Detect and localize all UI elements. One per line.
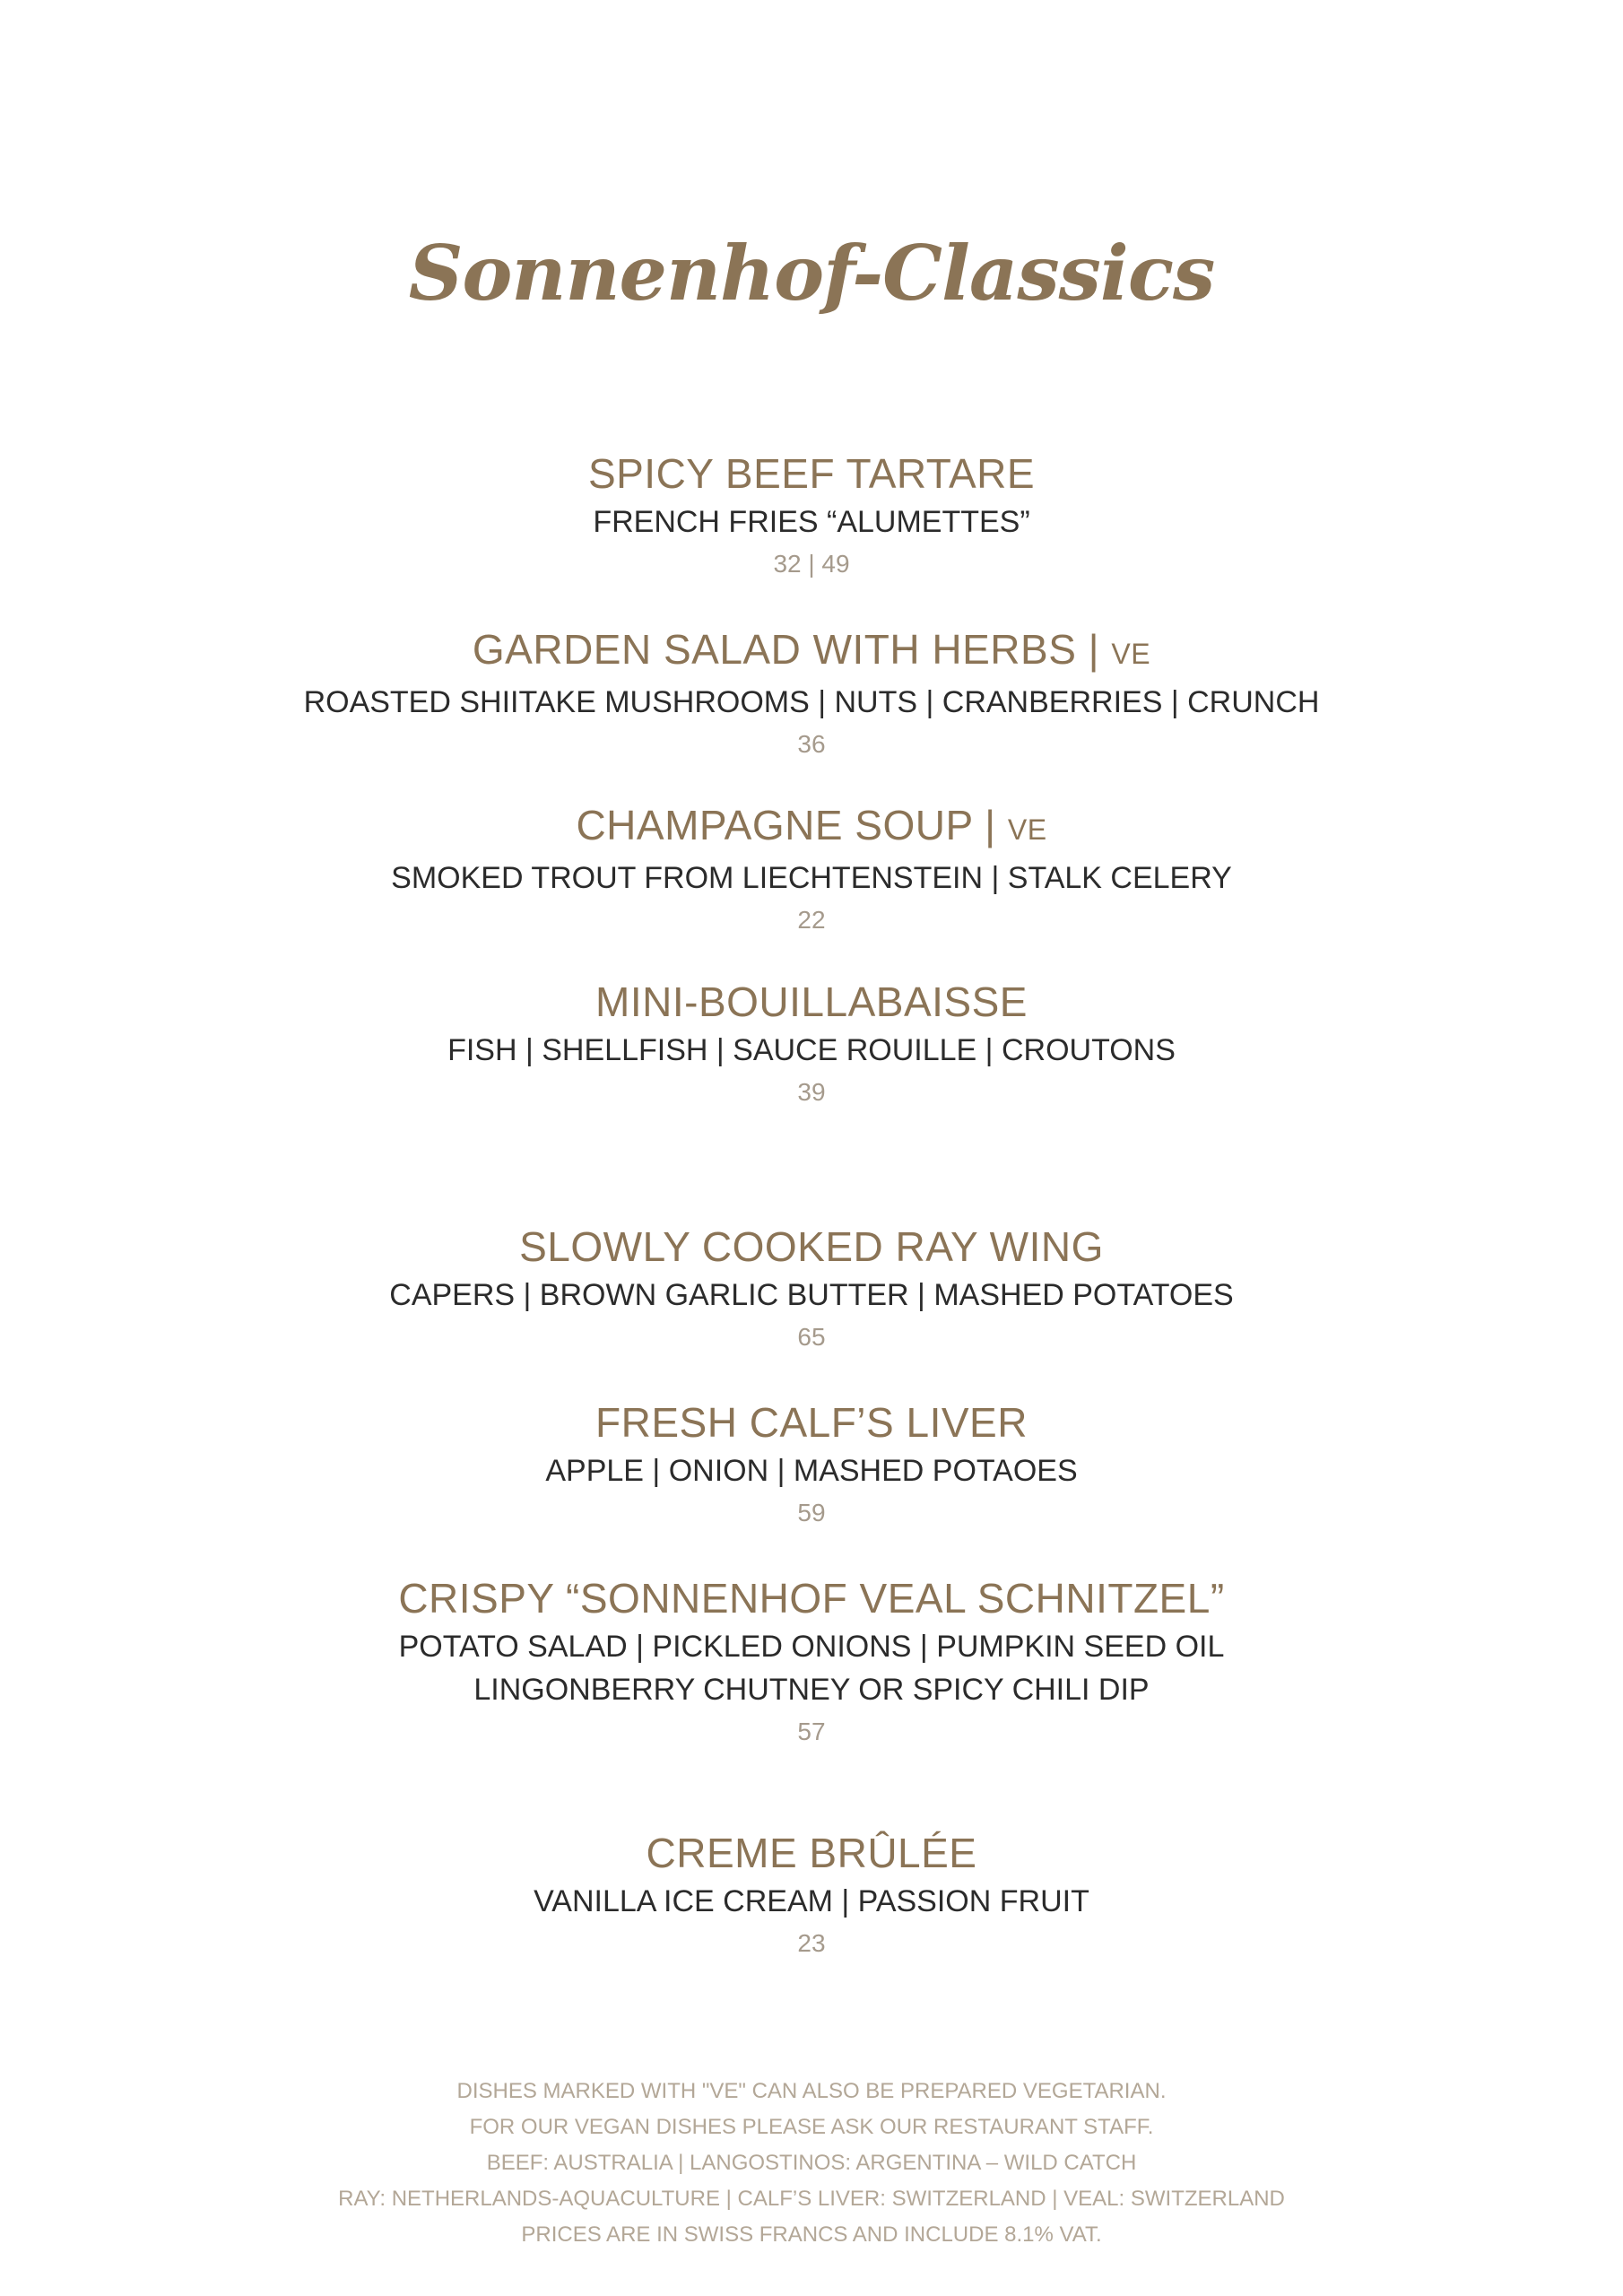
dish-item (0, 1826, 1623, 1964)
dish-item (0, 975, 1623, 1113)
footer-note: FOR OUR VEGAN DISHES PLEASE ASK OUR RESTAURANT STAFF. (469, 2115, 1154, 2139)
dish-name: CHAMPAGNE SOUP (576, 802, 973, 848)
dish-description: FISH | SHELLFISH | SAUCE ROUILLE | CROUTONS (447, 1033, 1176, 1067)
dish-price: 57 (797, 1718, 826, 1745)
dish-name: SPICY BEEF TARTARE (587, 450, 1036, 497)
footer-note: PRICES ARE IN SWISS FRANCS AND INCLUDE 8.1% VAT. (521, 2222, 1102, 2247)
dish-description: VANILLA ICE CREAM | PASSION FRUIT (534, 1884, 1089, 1918)
dish-price: 23 (797, 1929, 826, 1957)
dish-price: 39 (797, 1078, 826, 1106)
dish-price: 65 (797, 1323, 826, 1351)
dish-item (0, 622, 1623, 765)
dish-name: FRESH CALF’S LIVER (595, 1399, 1028, 1446)
dish-price: 32 | 49 (773, 550, 850, 578)
tag-separator: | (1088, 626, 1112, 673)
dish-item (0, 1571, 1623, 1752)
dish-description: APPLE | ONION | MASHED POTAOES (545, 1454, 1078, 1488)
dish-name: SLOWLY COOKED RAY WING (519, 1223, 1104, 1270)
dish-name: CREME BRÛLÉE (646, 1830, 977, 1876)
dish-item (0, 798, 1623, 941)
dish-name: CRISPY “SONNENHOF VEAL SCHNITZEL” (398, 1575, 1225, 1622)
dish-price: 59 (797, 1499, 826, 1526)
dish-description: LINGONBERRY CHUTNEY OR SPICY CHILI DIP (473, 1673, 1150, 1707)
vegetarian-tag: VE (1007, 813, 1047, 846)
dish-name: GARDEN SALAD WITH HERBS (472, 626, 1077, 673)
tag-separator: | (985, 802, 1008, 848)
dish-price: 36 (797, 730, 826, 758)
dish-description: POTATO SALAD | PICKLED ONIONS | PUMPKIN SEED OIL (398, 1630, 1225, 1664)
dish-description: FRENCH FRIES “ALUMETTES” (593, 505, 1030, 539)
dish-item (0, 447, 1623, 585)
footer-note: RAY: NETHERLANDS-AQUACULTURE | CALF’S LIVER: SWITZERLAND | VEAL: SWITZERLAND (338, 2187, 1285, 2211)
footer-note: DISHES MARKED WITH "VE" CAN ALSO BE PREPARED VEGETARIAN. (456, 2079, 1167, 2103)
menu-title: Sonnenhof-Classics (408, 229, 1215, 317)
footer-note: BEEF: AUSTRALIA | LANGOSTINOS: ARGENTINA – WILD CATCH (486, 2151, 1137, 2175)
dish-price: 22 (797, 906, 826, 934)
dish-description: ROASTED SHIITAKE MUSHROOMS | NUTS | CRANBERRIES | CRUNCH (303, 685, 1320, 719)
dish-description: CAPERS | BROWN GARLIC BUTTER | MASHED POTATOES (389, 1278, 1234, 1312)
dish-description: SMOKED TROUT FROM LIECHTENSTEIN | STALK CELERY (391, 861, 1232, 895)
dish-item (0, 1220, 1623, 1358)
dish-name: MINI-BOUILLABAISSE (595, 978, 1028, 1025)
vegetarian-tag: VE (1111, 638, 1151, 670)
dish-item (0, 1396, 1623, 1534)
menu-footer (0, 2074, 1623, 2253)
